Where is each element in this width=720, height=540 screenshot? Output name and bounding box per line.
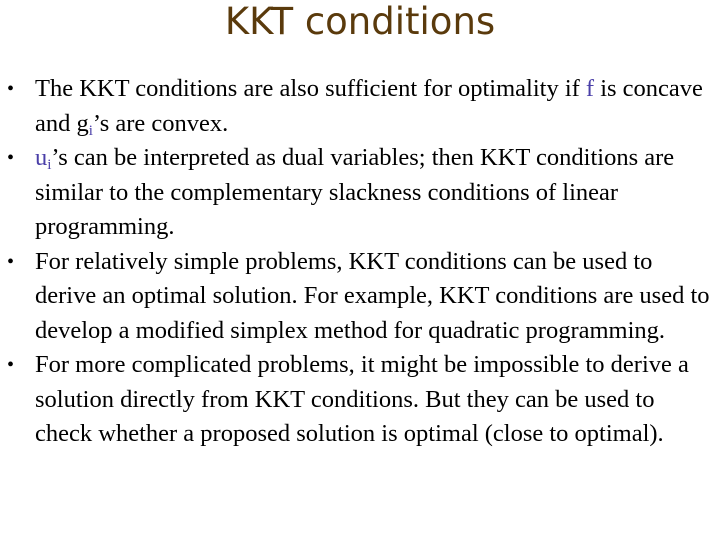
bullet-item-dual-variables — [0, 141, 711, 245]
function-f: f — [585, 75, 595, 102]
variable-u: u — [35, 144, 48, 171]
bullet-item-complicated-problems — [0, 348, 711, 452]
bullet-list — [0, 72, 720, 452]
subscript-i: i — [88, 122, 93, 139]
bullet-item-sufficiency — [0, 72, 711, 141]
bullet-icon: • — [7, 147, 15, 169]
bullet-icon: • — [7, 354, 15, 376]
bullet-text: For relatively simple problems, KKT conditions can be used to derive an optimal solution. For example, KKT conditions are used to develop a modified simplex method for quadratic programming. — [35, 247, 710, 344]
bullet-text: For more complicated problems, it might be impossible to derive a solution directly from KKT conditions. But they can be used to check whether a proposed solution is optimal (close to optimal). — [35, 351, 689, 447]
bullet-icon: • — [7, 250, 15, 273]
bullet-text: The KKT conditions are also sufficient for optimality if — [35, 75, 586, 102]
subscript-i: i — [47, 157, 52, 173]
slide-title: KKT conditions — [224, 0, 496, 43]
bullet-item-simple-problems — [0, 245, 711, 349]
bullet-text: is concave and g — [35, 75, 703, 137]
bullet-icon: • — [7, 78, 15, 100]
bullet-text: ’s can be interpreted as dual variables; then KKT conditions are similar to the complementary slackness conditions of linear programming. — [35, 144, 675, 240]
bullet-text: ’s are convex. — [92, 109, 229, 137]
